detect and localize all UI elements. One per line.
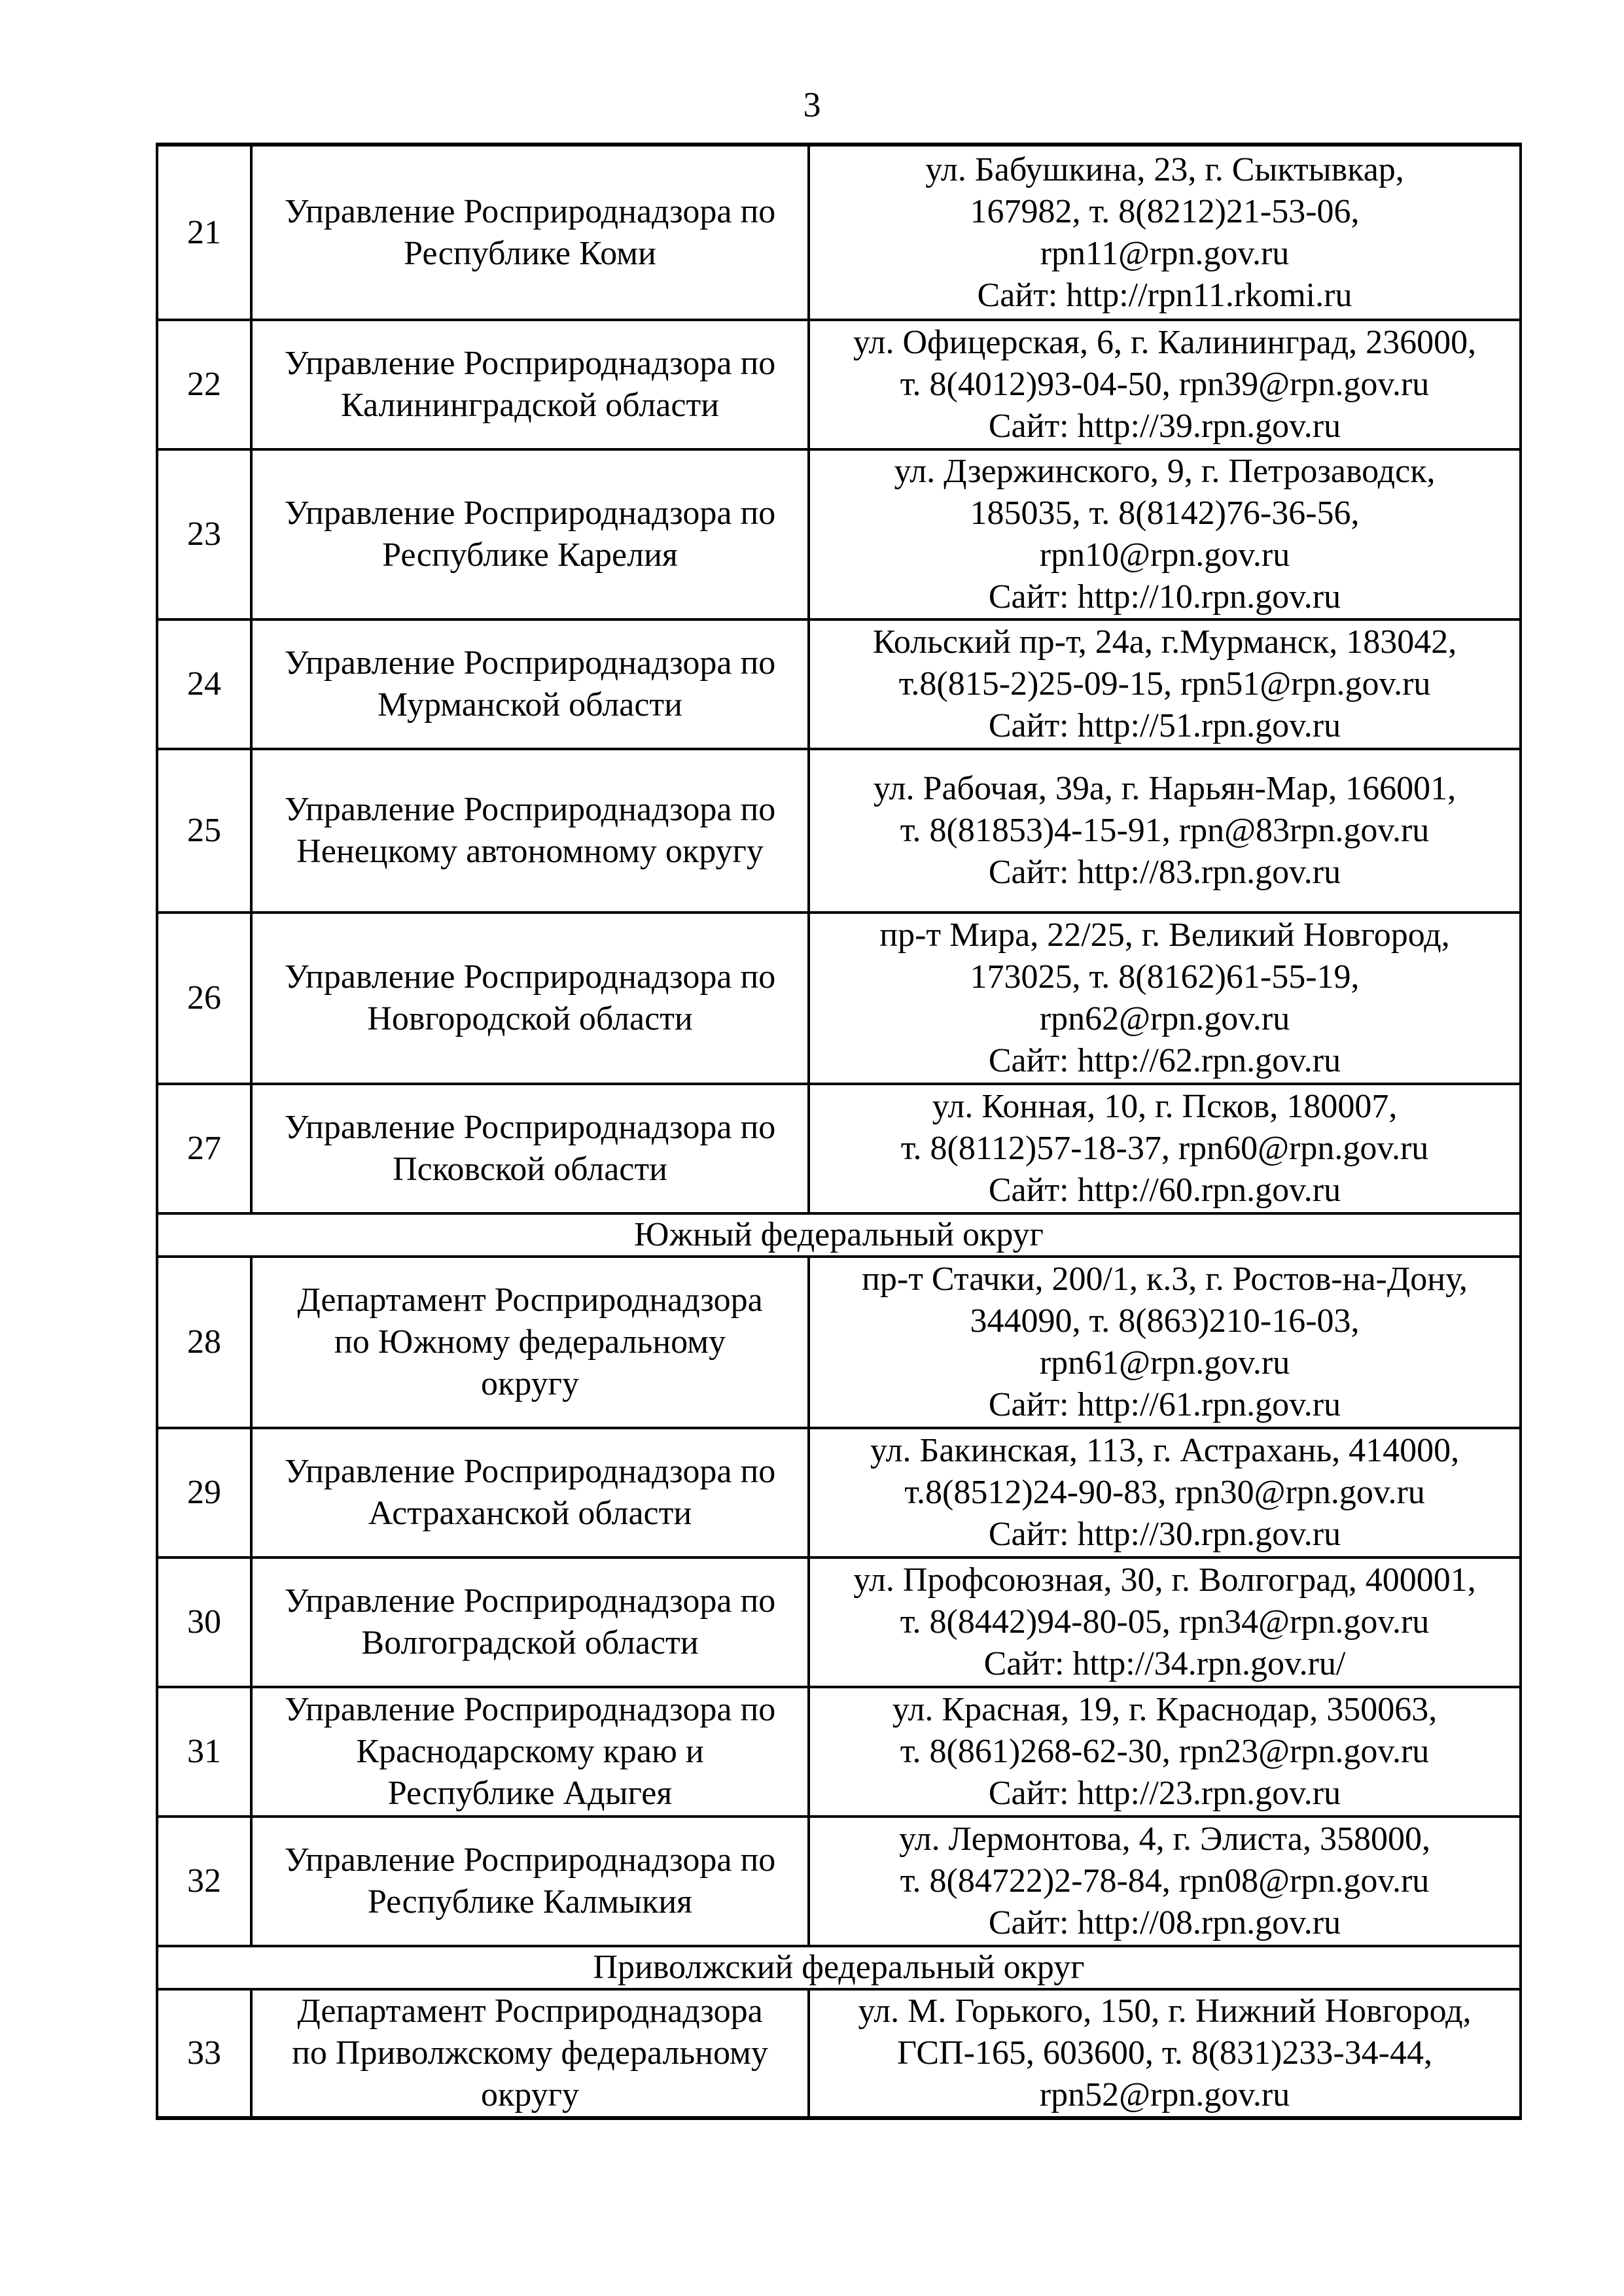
organization-name-line: Управление Росприроднадзора по <box>284 1582 776 1620</box>
address-line: ул. Бабушкина, 23, г. Сыктывкар, <box>925 150 1404 188</box>
address-line: 344090, т. 8(863)210-16-03, <box>970 1302 1360 1340</box>
organization-cell <box>251 1257 809 1428</box>
row-number: 30 <box>157 1557 251 1687</box>
organization-name-line: Управление Росприроднадзора по <box>284 1453 776 1490</box>
row-number: 21 <box>157 145 251 320</box>
organization-name-line: Управление Росприроднадзора по <box>284 495 776 532</box>
organization-name-line: Управление Росприроднадзора по <box>284 958 776 996</box>
address-line: ул. М. Горького, 150, г. Нижний Новгород, <box>858 1992 1472 2030</box>
table-row <box>157 449 1521 619</box>
row-number: 27 <box>157 1084 251 1213</box>
address-line: ГСП-165, 603600, т. 8(831)233-34-44, <box>896 2034 1432 2072</box>
address-cell <box>809 913 1521 1084</box>
row-number: 24 <box>157 619 251 749</box>
address-line: т. 8(4012)93-04-50, rpn39@rpn.gov.ru <box>900 366 1430 403</box>
address-line: пр-т Мира, 22/25, г. Великий Новгород, <box>879 916 1450 954</box>
organization-cell <box>251 145 809 320</box>
address-cell <box>809 320 1521 449</box>
organization-name-line: Управление Росприроднадзора по <box>284 1841 776 1879</box>
organization-name-line: Департамент Росприроднадзора <box>297 1992 763 2030</box>
address-line: Кольский пр-т, 24а, г.Мурманск, 183042, <box>872 623 1457 661</box>
organization-name-line: Республике Адыгея <box>387 1775 673 1812</box>
organization-cell <box>251 619 809 749</box>
organization-name-line: Новгородской области <box>367 1000 693 1037</box>
organization-cell <box>251 320 809 449</box>
address-line: rpn10@rpn.gov.ru <box>1039 536 1290 574</box>
address-line: ул. Бакинская, 113, г. Астрахань, 414000, <box>870 1432 1460 1469</box>
organization-name-line: округу <box>481 1365 579 1402</box>
address-cell <box>809 1257 1521 1428</box>
organization-name-line: Республике Карелия <box>382 536 678 574</box>
organization-cell <box>251 913 809 1084</box>
address-line: rpn62@rpn.gov.ru <box>1039 1000 1290 1037</box>
address-line: пр-т Стачки, 200/1, к.3, г. Ростов-на-Дону, <box>862 1261 1468 1298</box>
organization-name-line: Управление Росприроднадзора по <box>284 791 776 828</box>
address-line: ул. Рабочая, 39а, г. Нарьян-Мар, 166001, <box>873 770 1456 807</box>
organization-name-line: Управление Росприроднадзора по <box>284 192 776 230</box>
address-line: т. 8(8112)57-18-37, rpn60@rpn.gov.ru <box>900 1130 1429 1167</box>
section-title: Южный федеральный округ <box>157 1213 1521 1257</box>
organization-name-line: Псковской области <box>393 1151 667 1188</box>
address-cell <box>809 449 1521 619</box>
organization-cell <box>251 1084 809 1213</box>
address-line: ул. Лермонтова, 4, г. Элиста, 358000, <box>899 1820 1430 1858</box>
table-row <box>157 619 1521 749</box>
organization-cell <box>251 1428 809 1557</box>
organization-name-line: Краснодарскому краю и <box>356 1733 704 1770</box>
address-line: ул. Офицерская, 6, г. Калининград, 236000, <box>853 324 1477 361</box>
section-row <box>157 1946 1521 1989</box>
row-number: 26 <box>157 913 251 1084</box>
row-number: 28 <box>157 1257 251 1428</box>
organization-name-line: Управление Росприроднадзора по <box>284 1109 776 1146</box>
table-row <box>157 1557 1521 1687</box>
address-line: т. 8(8442)94-80-05, rpn34@rpn.gov.ru <box>900 1603 1430 1641</box>
table-row <box>157 1687 1521 1817</box>
section-title: Приволжский федеральный округ <box>157 1946 1521 1989</box>
address-line: Сайт: http://62.rpn.gov.ru <box>988 1042 1341 1079</box>
table-row <box>157 1989 1521 2118</box>
table-row <box>157 1257 1521 1428</box>
organization-name-line: Астраханской области <box>368 1495 692 1532</box>
row-number: 23 <box>157 449 251 619</box>
address-line: Сайт: http://34.rpn.gov.ru/ <box>983 1645 1346 1682</box>
address-line: Сайт: http://08.rpn.gov.ru <box>988 1904 1341 1941</box>
table-row <box>157 320 1521 449</box>
organization-name-line: по Южному федеральному <box>334 1323 726 1361</box>
row-number: 29 <box>157 1428 251 1557</box>
table-row <box>157 913 1521 1084</box>
address-line: ул. Профсоюзная, 30, г. Волгоград, 400001, <box>853 1561 1476 1599</box>
address-line: ул. Дзержинского, 9, г. Петрозаводск, <box>894 453 1436 490</box>
address-cell <box>809 1557 1521 1687</box>
address-line: rpn52@rpn.gov.ru <box>1039 2076 1290 2113</box>
table-row <box>157 749 1521 913</box>
address-line: ул. Красная, 19, г. Краснодар, 350063, <box>892 1691 1438 1728</box>
organization-name-line: Волгоградской области <box>361 1624 699 1661</box>
organization-name-line: округу <box>481 2076 579 2113</box>
organization-cell <box>251 1687 809 1817</box>
organization-cell <box>251 749 809 913</box>
address-line: 185035, т. 8(8142)76-36-56, <box>970 495 1360 532</box>
address-line: Сайт: http://51.rpn.gov.ru <box>988 707 1341 744</box>
row-number: 32 <box>157 1817 251 1946</box>
table-row <box>157 1817 1521 1946</box>
row-number: 25 <box>157 749 251 913</box>
organization-name-line: Управление Росприроднадзора по <box>284 1691 776 1728</box>
address-line: Сайт: http://rpn11.rkomi.ru <box>977 276 1352 314</box>
address-cell <box>809 1428 1521 1557</box>
address-line: Сайт: http://61.rpn.gov.ru <box>988 1386 1341 1423</box>
address-cell <box>809 1989 1521 2118</box>
address-cell <box>809 619 1521 749</box>
table-row <box>157 145 1521 320</box>
organization-name-line: Управление Росприроднадзора по <box>284 644 776 682</box>
address-line: т.8(8512)24-90-83, rpn30@rpn.gov.ru <box>904 1474 1425 1511</box>
table-row <box>157 1084 1521 1213</box>
row-number: 31 <box>157 1687 251 1817</box>
address-line: Сайт: http://39.rpn.gov.ru <box>988 408 1341 445</box>
address-cell <box>809 749 1521 913</box>
table-row <box>157 1428 1521 1557</box>
address-cell <box>809 145 1521 320</box>
address-line: т. 8(861)268-62-30, rpn23@rpn.gov.ru <box>900 1733 1430 1770</box>
address-line: rpn11@rpn.gov.ru <box>1040 234 1290 272</box>
organization-name-line: Департамент Росприроднадзора <box>297 1281 763 1319</box>
address-line: ул. Конная, 10, г. Псков, 180007, <box>932 1088 1398 1125</box>
address-line: Сайт: http://60.rpn.gov.ru <box>988 1172 1341 1209</box>
organization-name-line: Мурманской области <box>378 686 682 723</box>
address-cell <box>809 1084 1521 1213</box>
address-line: rpn61@rpn.gov.ru <box>1039 1344 1290 1382</box>
rpn-offices-table <box>156 143 1522 2120</box>
organization-cell <box>251 449 809 619</box>
address-line: 167982, т. 8(8212)21-53-06, <box>970 192 1360 230</box>
address-line: т. 8(81853)4-15-91, rpn@83rpn.gov.ru <box>900 812 1430 849</box>
row-number: 22 <box>157 320 251 449</box>
address-cell <box>809 1817 1521 1946</box>
organization-cell <box>251 1989 809 2118</box>
organization-name-line: Ненецкому автономному округу <box>296 833 764 870</box>
row-number: 33 <box>157 1989 251 2118</box>
address-line: т. 8(84722)2-78-84, rpn08@rpn.gov.ru <box>900 1862 1430 1900</box>
address-line: 173025, т. 8(8162)61-55-19, <box>970 958 1360 996</box>
section-row <box>157 1213 1521 1257</box>
page-number: 3 <box>803 85 821 124</box>
address-line: Сайт: http://83.rpn.gov.ru <box>988 854 1341 891</box>
organization-name-line: Республике Коми <box>404 234 656 272</box>
table-body <box>157 145 1521 2118</box>
address-line: Сайт: http://10.rpn.gov.ru <box>988 578 1341 616</box>
address-line: т.8(815-2)25-09-15, rpn51@rpn.gov.ru <box>898 665 1431 703</box>
organization-name-line: Калининградской области <box>340 387 720 424</box>
organization-name-line: Республике Калмыкия <box>367 1883 693 1921</box>
organization-cell <box>251 1557 809 1687</box>
address-line: Сайт: http://30.rpn.gov.ru <box>988 1516 1341 1553</box>
address-cell <box>809 1687 1521 1817</box>
address-line: Сайт: http://23.rpn.gov.ru <box>988 1775 1341 1812</box>
organization-name-line: Управление Росприроднадзора по <box>284 345 776 382</box>
organization-cell <box>251 1817 809 1946</box>
organization-name-line: по Приволжскому федеральному <box>292 2034 768 2072</box>
